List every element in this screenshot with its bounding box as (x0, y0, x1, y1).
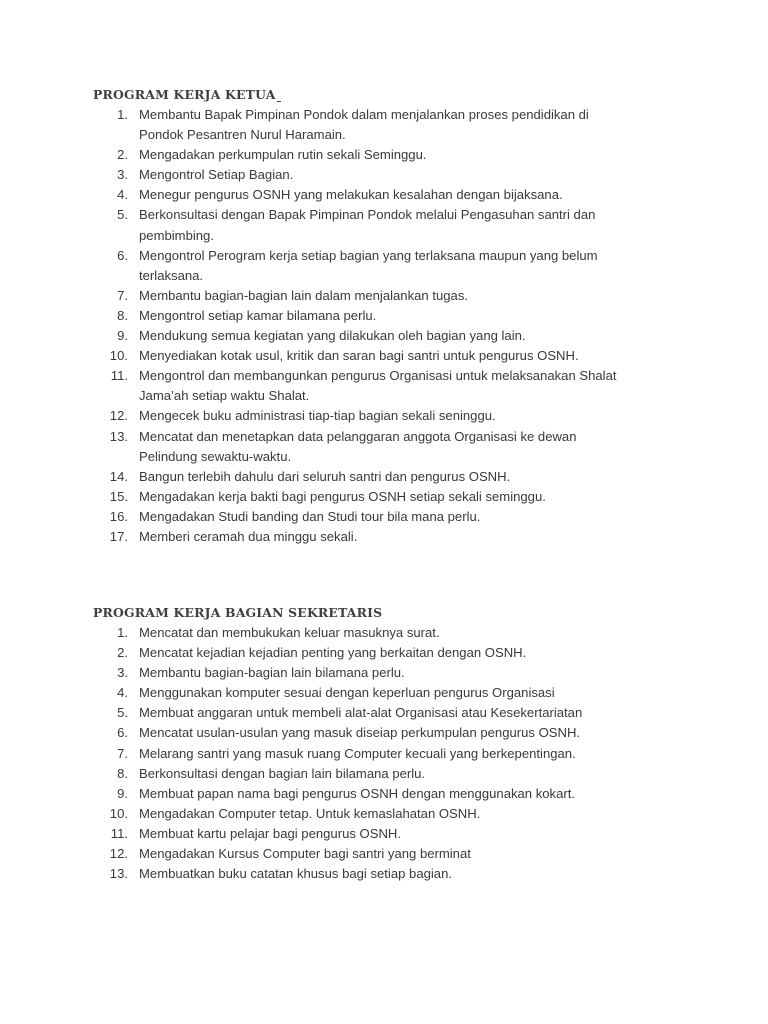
list-item-text: Mendukung semua kegiatan yang dilakukan oleh bagian yang lain. (139, 328, 526, 344)
list-item-text: Membantu Bapak Pimpinan Pondok dalam menjalankan proses pendidikan di (139, 107, 589, 122)
list-item (93, 346, 653, 366)
list-item (93, 824, 653, 844)
list-item-number: 2. (117, 147, 128, 163)
section-heading-text: PROGRAM KERJA BAGIAN SEKRETARIS (93, 605, 383, 620)
list-item-text: Mengadakan Studi banding dan Studi tour bila mana perlu. (139, 508, 481, 524)
list-item-number: 6. (117, 725, 128, 741)
list-item-text: pembimbing. (139, 227, 214, 243)
list-item (93, 623, 653, 643)
list-item-text: Mengadakan perkumpulan rutin sekali Seminggu. (139, 147, 427, 163)
list-item-text: Membuat anggaran untuk membeli alat-alat Organisasi atau Kesekertariatan (139, 705, 583, 721)
list-item-text: Membantu bagian-bagian lain bilamana perlu. (139, 665, 405, 681)
list-item (93, 703, 653, 723)
list-item-number: 6. (117, 247, 128, 263)
list-item-text: Berkonsultasi dengan bagian lain bilamana perlu. (139, 765, 426, 781)
list-item-text: Melarang santri yang masuk ruang Computer kecuali yang berkepentingan. (139, 745, 576, 761)
list-item-text: Mengecek buku administrasi tiap-tiap bagian sekali seninggu. (139, 408, 496, 424)
list-item-text: Pondok Pesantren Nurul Haramain. (139, 127, 346, 143)
list-item-number: 1. (117, 625, 128, 640)
list-item (93, 246, 653, 286)
list-item-number: 8. (117, 307, 128, 323)
list-item-number: 10. (109, 805, 128, 821)
list-item-number: 9. (117, 328, 128, 344)
list-item-number: 3. (117, 665, 128, 681)
list-item-text: Berkonsultasi dengan Bapak Pimpinan Pondok melalui Pengasuhan santri dan (139, 207, 596, 223)
list-item (93, 326, 653, 346)
list-item-text: Pelindung sewaktu-waktu. (139, 448, 292, 464)
list-item (93, 185, 653, 205)
list-item-text: Mencatat dan membukukan keluar masuknya surat. (139, 625, 440, 640)
numbered-list (93, 105, 653, 547)
list-item-number: 2. (117, 645, 128, 661)
list-item-text: Mengontrol Perogram kerja setiap bagian yang terlaksana maupun yang belum (139, 247, 598, 263)
list-item-number: 13. (109, 866, 128, 882)
list-item-number: 11. (110, 368, 128, 384)
list-item-text: Mencatat dan menetapkan data pelanggaran anggota Organisasi ke dewan (139, 428, 577, 444)
list-item-text: Mengontrol setiap kamar bilamana perlu. (139, 307, 377, 323)
list-item (93, 804, 653, 824)
list-item-text: Membuat kartu pelajar bagi pengurus OSNH. (139, 825, 402, 841)
list-item-number: 11. (110, 825, 128, 841)
section-heading (93, 603, 653, 623)
list-item-text: Bangun terlebih dahulu dari seluruh santri dan pengurus OSNH. (139, 468, 511, 484)
section-program-kerja-sekretaris (93, 603, 653, 884)
list-item-text: Mencatat usulan-usulan yang masuk diseiap perkumpulan pengurus OSNH. (139, 725, 581, 741)
list-item-text: Menegur pengurus OSNH yang melakukan kesalahan dengan bijaksana. (139, 187, 563, 203)
text-cursor (277, 101, 281, 102)
list-item-text: Menggunakan komputer sesuai dengan keperluan pengurus Organisasi (139, 685, 555, 701)
list-item-number: 1. (117, 107, 128, 122)
list-item-text: Membantu bagian-bagian lain dalam menjalankan tugas. (139, 287, 469, 303)
list-item (93, 286, 653, 306)
list-item-number: 9. (117, 785, 128, 801)
list-item-number: 12. (109, 408, 128, 424)
list-item (93, 507, 653, 527)
list-item (93, 487, 653, 507)
list-item-number: 16. (109, 508, 128, 524)
list-item-text: terlaksana. (139, 267, 204, 283)
list-item-text: Membuatkan buku catatan khusus bagi setiap bagian. (139, 866, 453, 882)
list-item-number: 10. (109, 348, 128, 364)
list-item-number: 4. (117, 685, 128, 701)
list-item (93, 366, 653, 406)
list-item-number: 7. (117, 745, 128, 761)
list-item-number: 4. (117, 187, 128, 203)
list-item (93, 844, 653, 864)
list-item-text: Mengadakan Kursus Computer bagi santri yang berminat (139, 846, 471, 862)
list-item (93, 527, 653, 547)
list-item (93, 427, 653, 467)
list-item (93, 723, 653, 743)
list-item (93, 764, 653, 784)
list-item (93, 306, 653, 326)
list-item-number: 12. (109, 846, 128, 862)
list-item (93, 145, 653, 165)
section-heading (93, 85, 653, 105)
list-item-number: 14. (109, 468, 128, 484)
list-item-number: 7. (117, 287, 128, 303)
list-item (93, 864, 653, 884)
list-item (93, 643, 653, 663)
list-item (93, 784, 653, 804)
list-item (93, 663, 653, 683)
numbered-list (93, 623, 653, 884)
list-item-text: Mengadakan kerja bakti bagi pengurus OSNH setiap sekali seminggu. (139, 488, 546, 504)
list-item-number: 15. (109, 488, 128, 504)
list-item (93, 165, 653, 185)
list-item (93, 105, 653, 145)
list-item (93, 467, 653, 487)
list-item (93, 406, 653, 426)
list-item-text: Jama’ah setiap waktu Shalat. (139, 388, 310, 404)
section-program-kerja-ketua (93, 85, 653, 547)
list-item (93, 683, 653, 703)
list-item-text: Menyediakan kotak usul, kritik dan saran bagi santri untuk pengurus OSNH. (139, 348, 579, 364)
list-item-number: 8. (117, 765, 128, 781)
list-item-text: Mengadakan Computer tetap. Untuk kemaslahatan OSNH. (139, 805, 481, 821)
list-item-text: Mengontrol dan membangunkan pengurus Organisasi untuk melaksanakan Shalat (139, 368, 617, 384)
list-item-text: Mencatat kejadian kejadian penting yang berkaitan dengan OSNH. (139, 645, 527, 661)
list-item-number: 13. (109, 428, 128, 444)
list-item-number: 17. (109, 528, 128, 544)
list-item (93, 744, 653, 764)
list-item-number: 3. (117, 167, 128, 183)
section-heading-text: PROGRAM KERJA KETUA (93, 87, 276, 102)
list-item (93, 205, 653, 245)
list-item-number: 5. (117, 207, 128, 223)
list-item-text: Mengontrol Setiap Bagian. (139, 167, 294, 183)
list-item-text: Memberi ceramah dua minggu sekali. (139, 528, 358, 544)
list-item-number: 5. (117, 705, 128, 721)
list-item-text: Membuat papan nama bagi pengurus OSNH dengan menggunakan kokart. (139, 785, 576, 801)
